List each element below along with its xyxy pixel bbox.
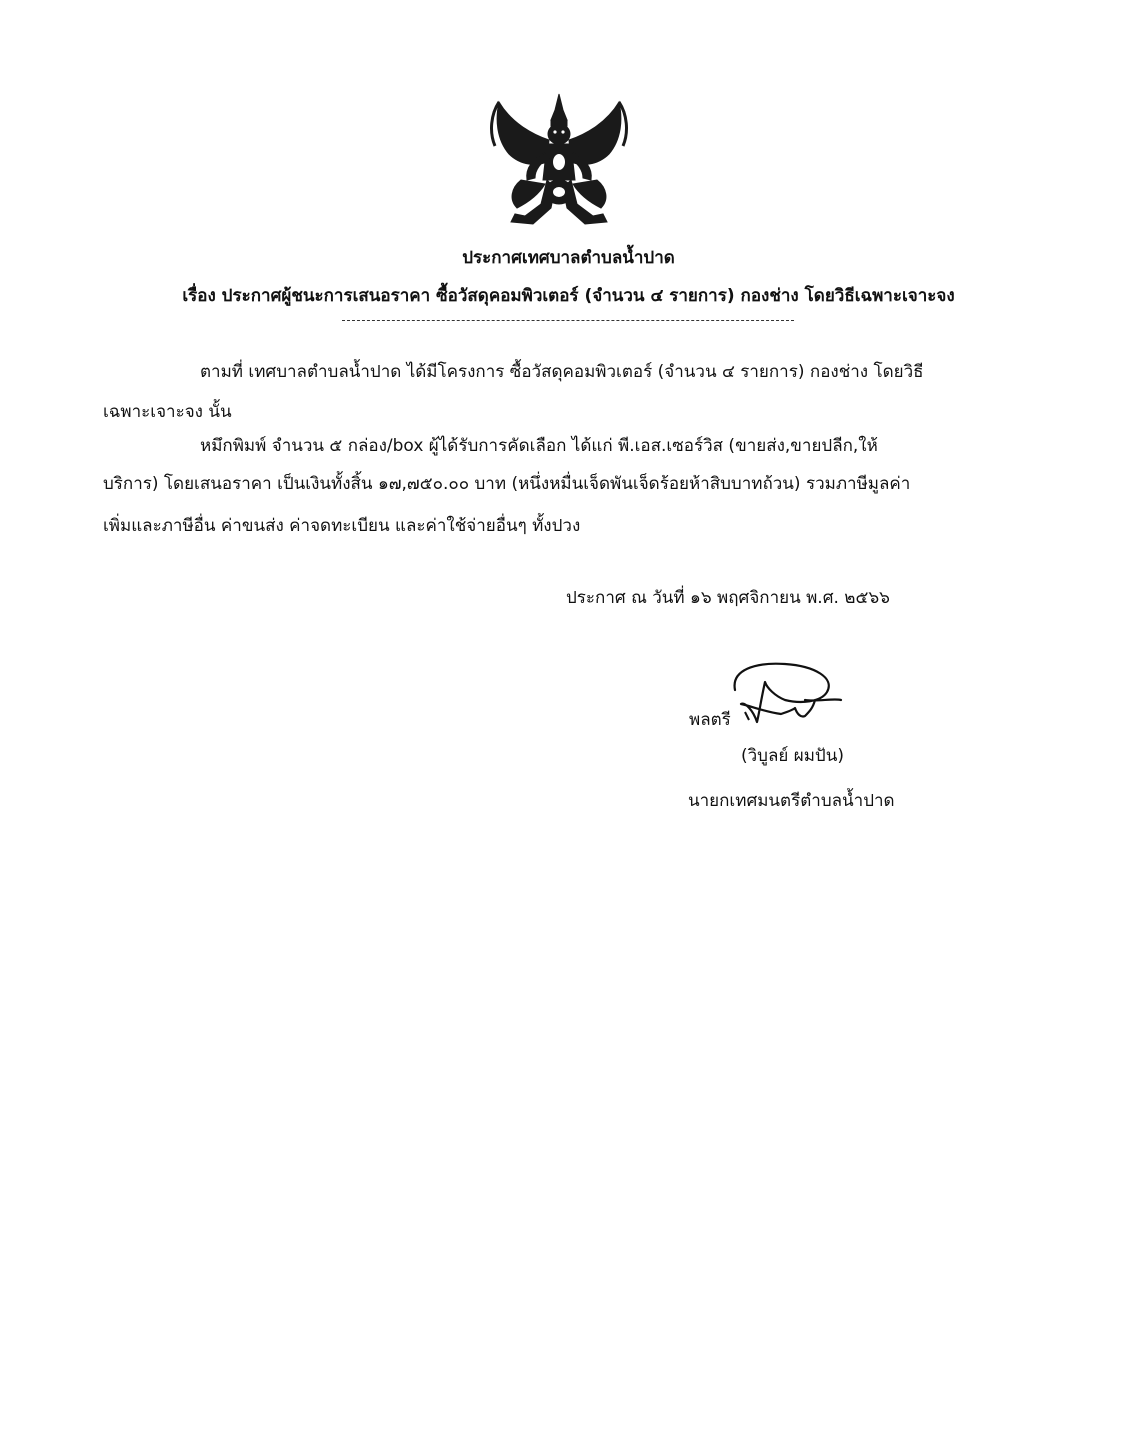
signer-position: นายกเทศมนตรีตำบลน้ำปาด bbox=[688, 791, 895, 811]
dashed-divider bbox=[342, 320, 794, 321]
paragraph-2-line-2: บริการ) โดยเสนอราคา เป็นเงินทั้งสิ้น ๑๗,๗๕๐.๐๐ บาท (หนึ่งหมื่นเจ็ดพันเจ็ดร้อยห้าสิบบาทถ้วน) รวมภาษีมูลค่า bbox=[103, 474, 911, 494]
signer-rank: พลตรี bbox=[689, 710, 731, 730]
paragraph-2-line-3: เพิ่มและภาษีอื่น ค่าขนส่ง ค่าจดทะเบียน และค่าใช้จ่ายอื่นๆ ทั้งปวง bbox=[103, 516, 581, 536]
office-title: ประกาศเทศบาลตำบลน้ำปาด bbox=[462, 248, 675, 268]
paragraph-1-line-2: เฉพาะเจาะจง นั้น bbox=[103, 402, 232, 422]
paragraph-1-line-1: ตามที่ เทศบาลตำบลน้ำปาด ได้มีโครงการ ซื้อวัสดุคอมพิวเตอร์ (จำนวน ๔ รายการ) กองช่าง โดยวิธี bbox=[200, 362, 924, 382]
garuda-emblem-icon bbox=[481, 92, 637, 230]
subject-line: เรื่อง ประกาศผู้ชนะการเสนอราคา ซื้อวัสดุคอมพิวเตอร์ (จำนวน ๔ รายการ) กองช่าง โดยวิธีเฉพาะเจาะจง bbox=[182, 286, 955, 306]
signer-name: (วิบูลย์ ผมปัน) bbox=[741, 746, 844, 766]
paragraph-2-line-1: หมึกพิมพ์ จำนวน ๕ กล่อง/box ผู้ได้รับการคัดเลือก ได้แก่ พี.เอส.เซอร์วิส (ขายส่ง,ขายปลีก,ให้ bbox=[200, 436, 878, 456]
announcement-date: ประกาศ ณ วันที่ ๑๖ พฤศจิกายน พ.ศ. ๒๕๖๖ bbox=[566, 588, 890, 608]
